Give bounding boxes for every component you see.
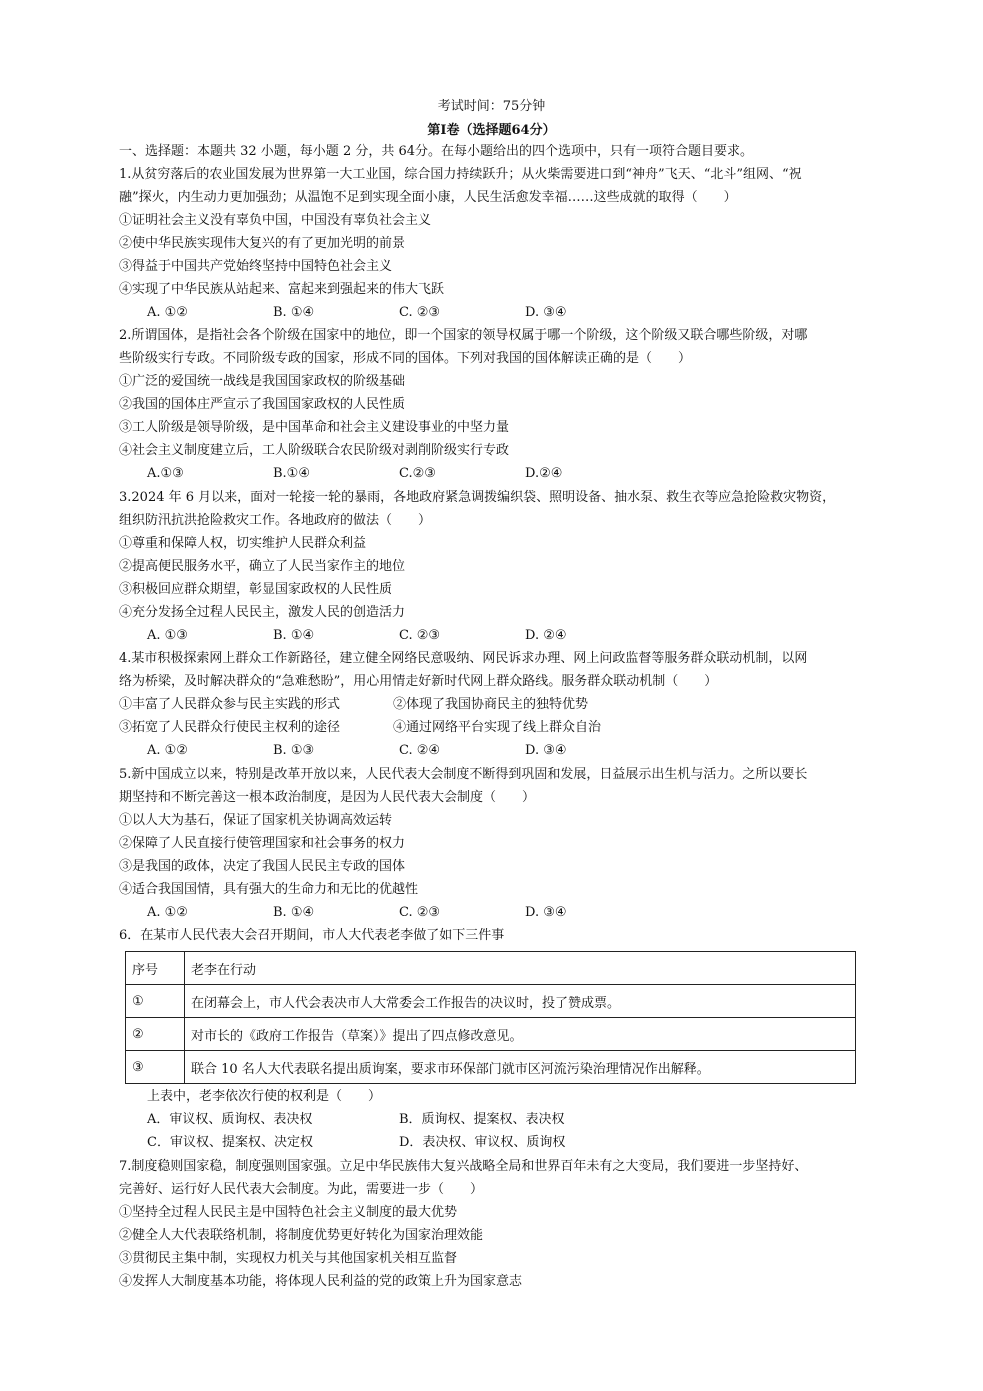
q2-option-d: D.②④ (525, 466, 563, 481)
q2-option-c: C.②③ (399, 466, 436, 481)
q3-option-a: A. ①③ (147, 628, 188, 643)
q1-option-a: A. ①② (147, 305, 188, 320)
q5-item-4: ④适合我国国情，具有强大的生命力和无比的优越性 (119, 882, 419, 897)
q4-option-a: A. ①② (147, 743, 188, 758)
q1-option-c: C. ②③ (399, 305, 441, 320)
q4-item-3: ③拓宽了人民群众行使民主权利的途径 (119, 720, 341, 735)
table-cell-action: 联合 10 名人大代表联名提出质询案，要求市环保部门就市区河流污染治理情况作出解释。 (185, 1051, 856, 1084)
q4-item-2: ②体现了我国协商民主的独特优势 (393, 697, 589, 712)
q7-item-1: ①坚持全过程人民民主是中国特色社会主义制度的最大优势 (119, 1205, 458, 1220)
q6-option-a: A．审议权、质询权、表决权 (147, 1112, 313, 1127)
q7-stem-line-2: 完善好、运行好人民代表大会制度。为此，需要进一步（ ） (119, 1182, 484, 1197)
exam-time: 考试时间：75分钟 (437, 99, 546, 114)
q7-item-2: ②健全人大代表联络机制，将制度优势更好转化为国家治理效能 (119, 1228, 484, 1243)
q5-stem-line-1: 5.新中国成立以来，特别是改革开放以来，人民代表大会制度不断得到巩固和发展，日益展示出生机与活力。之所以要长 (119, 767, 808, 782)
q5-item-2: ②保障了人民直接行使管理国家和社会事务的权力 (119, 836, 406, 851)
q1-stem-line-2: 融”探火，内生动力更加强劲；从温饱不足到实现全面小康，人民生活愈发幸福……这些成就的取得（ ） (119, 190, 737, 205)
q4-option-b: B. ①③ (273, 743, 315, 758)
q3-item-3: ③积极回应群众期望，彰显国家政权的人民性质 (119, 582, 393, 597)
section-title: 第Ⅰ卷（选择题64分） (427, 123, 556, 138)
q1-item-1: ①证明社会主义没有辜负中国，中国没有辜负社会主义 (119, 213, 432, 228)
q3-stem-line-1: 3.2024 年 6 月以来，面对一轮接一轮的暴雨，各地政府紧急调拨编织袋、照明设备、抽水泵、救生衣等应急抢险救灾物资， (119, 490, 836, 505)
q4-option-d: D. ③④ (525, 743, 567, 758)
q5-option-b: B. ①④ (273, 905, 315, 920)
q4-stem-line-1: 4.某市积极探索网上群众工作新路径，建立健全网络民意吸纳、网民诉求办理、网上问政监督等服务群众联动机制，以网 (119, 651, 808, 666)
q2-item-1: ①广泛的爱国统一战线是我国国家政权的阶级基础 (119, 374, 406, 389)
q1-option-b: B. ①④ (273, 305, 315, 320)
q1-item-4: ④实现了中华民族从站起来、富起来到强起来的伟大飞跃 (119, 282, 445, 297)
q1-item-3: ③得益于中国共产党始终坚持中国特色社会主义 (119, 259, 393, 274)
table-cell-index: ③ (126, 1051, 185, 1084)
q3-option-b: B. ①④ (273, 628, 315, 643)
table-cell-index: ② (126, 1018, 185, 1051)
table-cell-index: ① (126, 985, 185, 1018)
q2-item-4: ④社会主义制度建立后，工人阶级联合农民阶级对剥削阶级实行专政 (119, 443, 510, 458)
q7-item-4: ④发挥人大制度基本功能，将体现人民利益的党的政策上升为国家意志 (119, 1274, 523, 1289)
q5-item-3: ③是我国的政体，决定了我国人民民主专政的国体 (119, 859, 406, 874)
table-cell-action: 在闭幕会上，市人代会表决市人大常委会工作报告的决议时，投了赞成票。 (185, 985, 856, 1018)
q2-stem-line-1: 2.所谓国体，是指社会各个阶级在国家中的地位，即一个国家的领导权属于哪一个阶级，这个阶级又联合哪些阶级，对哪 (119, 328, 808, 343)
q6-table (125, 951, 856, 1084)
table-row (126, 985, 856, 1018)
q1-option-d: D. ③④ (525, 305, 567, 320)
q5-option-a: A. ①② (147, 905, 188, 920)
q5-option-d: D. ③④ (525, 905, 567, 920)
q2-option-b: B.①④ (273, 466, 310, 481)
q5-option-c: C. ②③ (399, 905, 441, 920)
q3-option-d: D. ②④ (525, 628, 567, 643)
q2-option-a: A.①③ (147, 466, 184, 481)
q4-stem-line-2: 络为桥梁，及时解决群众的“急难愁盼”，用心用情走好新时代网上群众路线。服务群众联动机制（ ） (119, 674, 718, 689)
table-row (126, 1018, 856, 1051)
q6-option-d: D．表决权、审议权、质询权 (399, 1135, 566, 1150)
table-header-row (126, 952, 856, 985)
q6-option-c: C．审议权、提案权、决定权 (147, 1135, 313, 1150)
table-header-index: 序号 (126, 952, 185, 985)
instructions: 一、选择题：本题共 32 小题，每小题 2 分，共 64分。在每小题给出的四个选项中，只有一项符合题目要求。 (119, 144, 754, 159)
q3-option-c: C. ②③ (399, 628, 441, 643)
q6-question: 上表中，老李依次行使的权利是（ ） (147, 1089, 382, 1104)
q2-stem-line-2: 些阶级实行专政。不同阶级专政的国家，形成不同的国体。下列对我国的国体解读正确的是（ ） (119, 351, 692, 366)
q4-item-4: ④通过网络平台实现了线上群众自治 (393, 720, 602, 735)
q3-stem-line-2: 组织防汛抗洪抢险救灾工作。各地政府的做法（ ） (119, 513, 432, 528)
table-cell-action: 对市长的《政府工作报告（草案）》提出了四点修改意见。 (185, 1018, 856, 1051)
q1-stem-line-1: 1.从贫穷落后的农业国发展为世界第一大工业国，综合国力持续跃升；从火柴需要进口到“神舟”飞天、“北斗”组网、“祝 (119, 167, 802, 182)
q7-stem-line-1: 7.制度稳则国家稳，制度强则国家强。立足中华民族伟大复兴战略全局和世界百年未有之大变局，我们要进一步坚持好、 (119, 1159, 808, 1174)
table-header-action: 老李在行动 (185, 952, 856, 985)
q1-item-2: ②使中华民族实现伟大复兴的有了更加光明的前景 (119, 236, 406, 251)
q2-item-3: ③工人阶级是领导阶级，是中国革命和社会主义建设事业的中坚力量 (119, 420, 510, 435)
q4-option-c: C. ②④ (399, 743, 441, 758)
table-row (126, 1051, 856, 1084)
q2-item-2: ②我国的国体庄严宣示了我国国家政权的人民性质 (119, 397, 406, 412)
q7-item-3: ③贯彻民主集中制，实现权力机关与其他国家机关相互监督 (119, 1251, 458, 1266)
q3-item-1: ①尊重和保障人权，切实维护人民群众利益 (119, 536, 367, 551)
q3-item-2: ②提高便民服务水平，确立了人民当家作主的地位 (119, 559, 406, 574)
q3-item-4: ④充分发扬全过程人民民主，激发人民的创造活力 (119, 605, 406, 620)
q5-stem-line-2: 期坚持和不断完善这一根本政治制度，是因为人民代表大会制度（ ） (119, 790, 536, 805)
q6-option-b: B．质询权、提案权、表决权 (399, 1112, 565, 1127)
q4-item-1: ①丰富了人民群众参与民主实践的形式 (119, 697, 341, 712)
q6-stem: 6．在某市人民代表大会召开期间，市人大代表老李做了如下三件事 (119, 928, 505, 943)
q5-item-1: ①以人大为基石，保证了国家机关协调高效运转 (119, 813, 393, 828)
